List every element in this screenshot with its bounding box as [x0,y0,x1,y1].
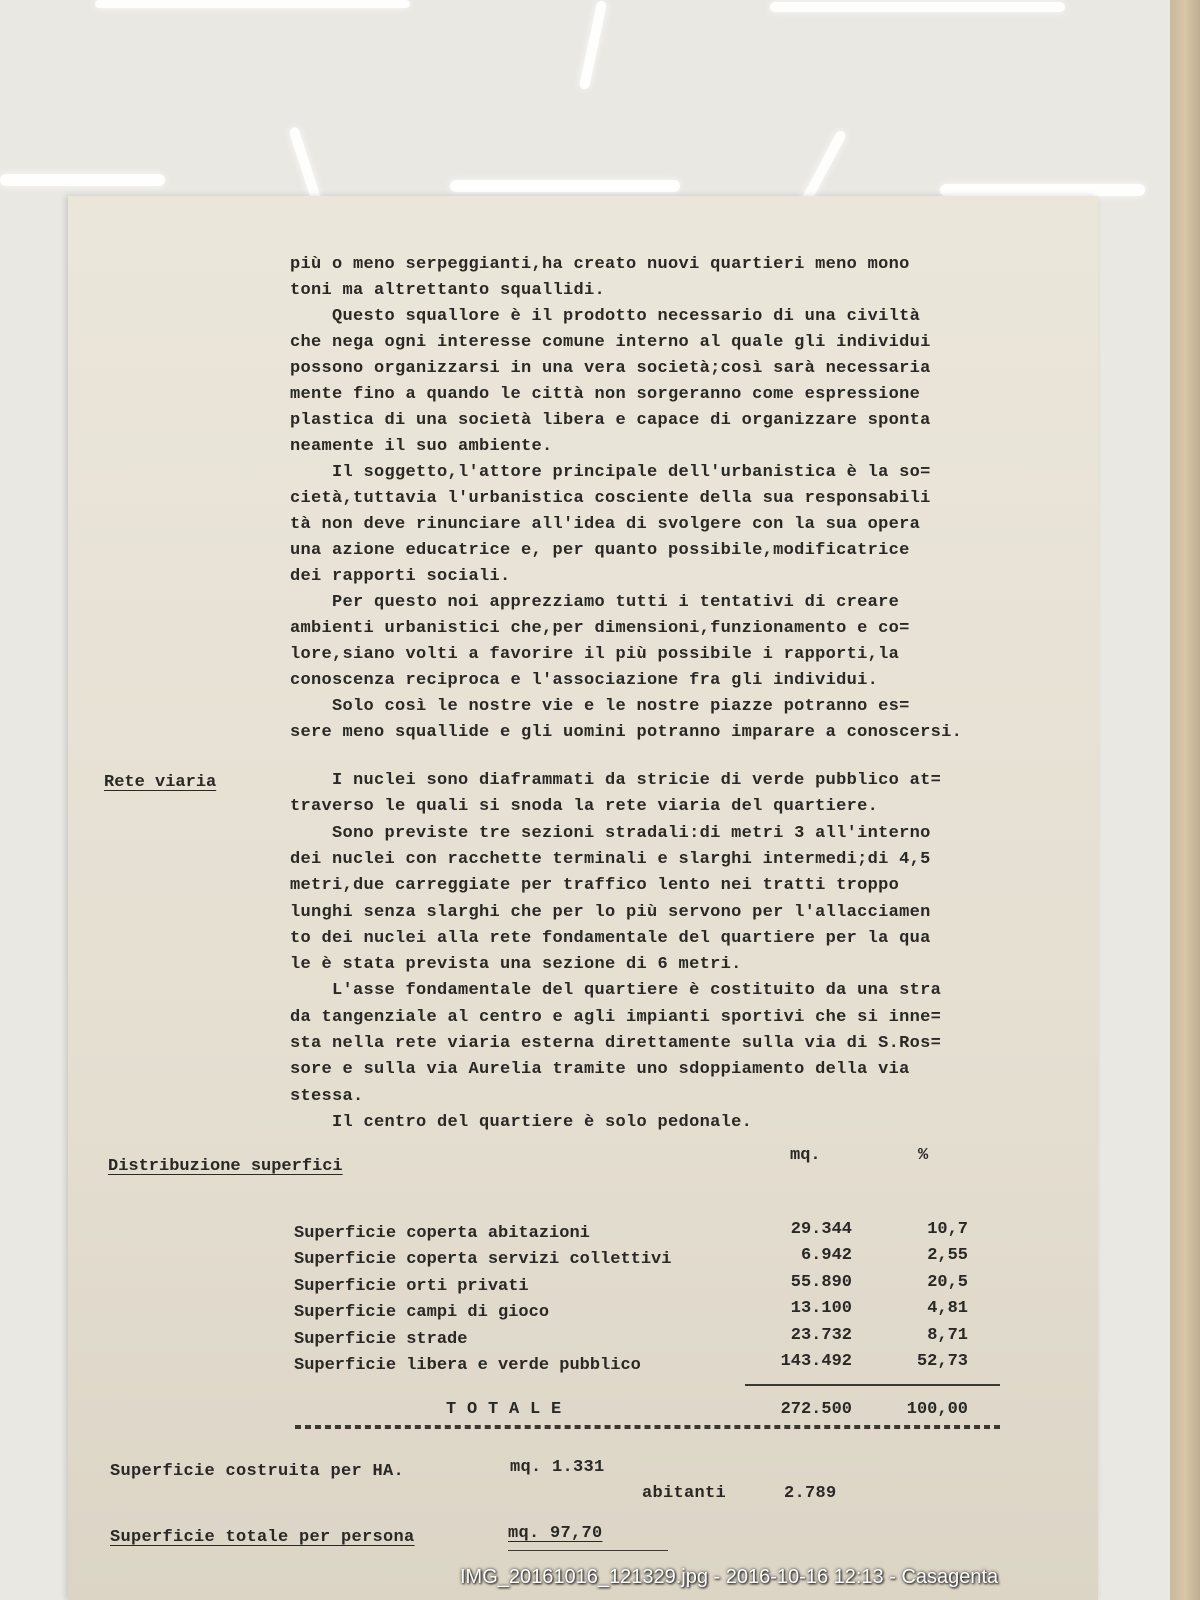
rete-viaria-line: to dei nuclei alla rete fondamentale del quartiere per la qua [290,928,931,948]
rete-viaria-line: traverso le quali si snoda la rete viaria del quartiere. [290,797,879,817]
surface-row-mq: 13.100 [790,1299,852,1319]
surface-row-pct: 2,55 [927,1246,968,1266]
rete-viaria-line: Sono previste tre sezioni stradali:di metri 3 all'interno [290,823,931,843]
rete-viaria-line: sta nella rete viaria esterna direttamente sulla via di S.Ros= [290,1034,942,1053]
total-double-rule [295,1425,1000,1429]
body-line: una azione educatrice e, per quanto possibile,modificatrice [290,541,910,560]
body-line: conoscenza reciproca e l'associazione fra gli individui. [290,671,879,690]
total-mq: 272.500 [780,1400,852,1419]
total-label: T O T A L E [446,1400,562,1419]
rete-viaria-line: da tangenziale al centro e agli impianti sportivi che si inne= [290,1007,942,1027]
column-header-pct: % [918,1146,929,1165]
costruita-label: Superficie costruita per HA. [110,1462,405,1481]
body-line: Il soggetto,l'attore principale dell'urbanistica è la so= [290,463,931,482]
glare [0,174,165,186]
body-line: Questo squallore è il prodotto necessario di una civiltà [290,307,921,326]
body-line: possono organizzarsi in una vera società;così sarà necessaria [290,359,931,378]
body-line: Solo così le nostre vie e le nostre piazze potranno es= [290,697,910,716]
surface-row-name: Superficie strade [294,1329,468,1349]
rete-viaria-line: dei nuclei con racchette terminali e slarghi intermedi;di 4,5 [290,849,931,869]
body-line: tà non deve rinunciare all'idea di svolgere con la sua opera [290,515,921,534]
body-line: sere meno squallide e gli uomini potranno imparare a conoscersi. [290,723,963,742]
surface-row-mq: 29.344 [790,1220,852,1239]
surface-row-name: Superficie campi di gioco [294,1303,550,1323]
total-rule [745,1384,1000,1386]
rete-viaria-line: stessa. [290,1086,364,1106]
surface-row-name: Superficie coperta servizi collettivi [294,1250,672,1270]
glare [940,184,1145,196]
body-line: cietà,tuttavia l'urbanistica cosciente della sua responsabili [290,489,931,508]
distribuzione-label: Distribuzione superfici [108,1157,343,1176]
body-line: più o meno serpeggianti,ha creato nuovi quartieri meno mono [290,255,910,274]
rete-viaria-line: le è stata prevista una sezione di 6 metri. [290,955,742,975]
surface-row-mq: 23.732 [790,1325,852,1345]
surface-row-name: Superficie orti privati [294,1276,529,1296]
total-pct: 100,00 [906,1400,968,1419]
surface-row-mq: 55.890 [790,1272,852,1292]
body-line: plastica di una società libera e capace di organizzare sponta [290,411,931,430]
rete-viaria-line: L'asse fondamentale del quartiere è costituito da una stra [290,981,942,1001]
column-header-mq: mq. [790,1146,821,1165]
typewritten-page [68,196,1098,1600]
body-line: Per questo noi apprezziamo tutti i tentativi di creare [290,593,900,612]
persona-underline [508,1550,668,1551]
body-line: lore,siano volti a favorire il più possibile i rapporti,la [290,645,900,664]
rete-viaria-line: metri,due carreggiate per traffico lento nei tratti troppo [290,876,900,896]
rete-viaria-line: Il centro del quartiere è solo pedonale. [290,1112,753,1132]
surface-row-pct: 4,81 [927,1299,968,1319]
body-line: dei rapporti sociali. [290,567,511,586]
surface-row-name: Superficie coperta abitazioni [294,1224,590,1243]
frame-edge [1170,0,1200,1600]
surface-row-mq: 143.492 [780,1352,852,1371]
rete-viaria-label: Rete viaria [104,773,217,792]
persona-label: Superficie totale per persona [110,1528,415,1547]
surface-row-name: Superficie libera e verde pubblico [294,1356,641,1375]
glare [95,0,410,8]
rete-viaria-line: lunghi senza slarghi che per lo più servono per l'allacciamen [290,902,931,922]
body-line: che nega ogni interesse comune interno al quale gli individui [290,333,931,352]
surface-row-pct: 10,7 [927,1220,968,1239]
surface-row-pct: 20,5 [927,1272,968,1292]
costruita-value: mq. 1.331 [510,1458,605,1477]
body-line: mente fino a quando le città non sorgeranno come espressione [290,385,921,404]
abitanti-label: abitanti [642,1484,727,1503]
abitanti-value: 2.789 [784,1484,837,1503]
glare [770,2,1065,12]
persona-value: mq. 97,70 [508,1524,603,1543]
rete-viaria-line: sore e sulla via Aurelia tramite uno sdoppiamento della via [290,1060,910,1080]
surface-row-mq: 6.942 [800,1246,852,1266]
body-line: neamente il suo ambiente. [290,437,553,456]
surface-row-pct: 52,73 [916,1352,968,1371]
body-line: toni ma altrettanto squallidi. [290,281,606,300]
surface-row-pct: 8,71 [927,1325,968,1345]
glare [450,180,680,192]
body-line: ambienti urbanistici che,per dimensioni,funzionamento e co= [290,619,910,638]
photo-caption: IMG_20161016_121329.jpg - 2016-10-16 12:13 - Casagenta [460,1566,999,1588]
rete-viaria-line: I nuclei sono diaframmati da stricie di verde pubblico at= [290,771,942,790]
